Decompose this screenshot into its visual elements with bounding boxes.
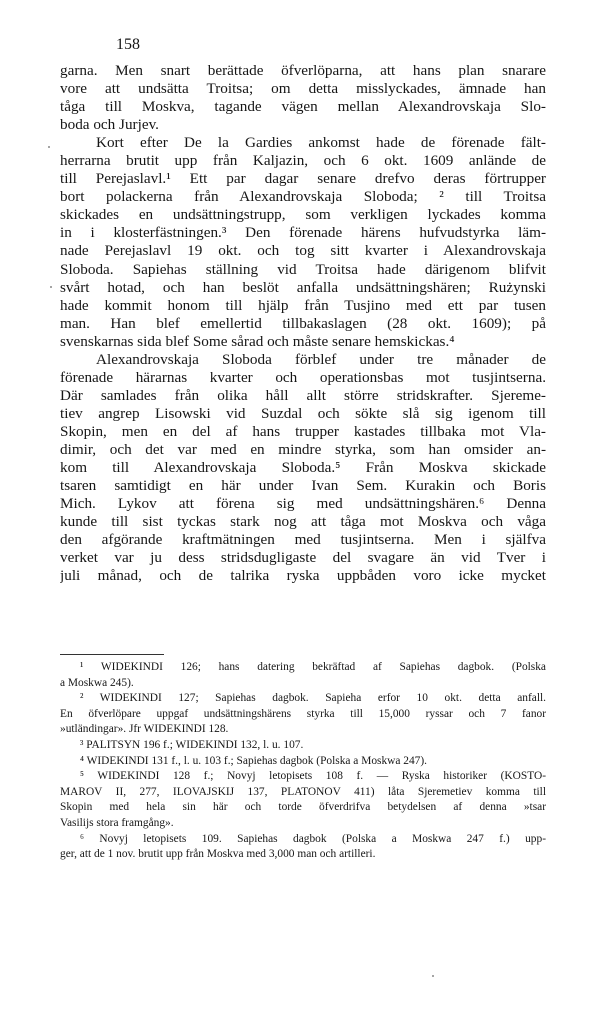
body-line: kom till Alexandrovskaja Sloboda.⁵ Från Moskva skickade — [60, 459, 546, 477]
body-line: Kort efter De la Gardies ankomst hade de förenade fält- — [96, 134, 546, 152]
body-line: Skopin, men en del af hans trupper kastades tillbaka mot Vla- — [60, 422, 546, 440]
body-line: Mich. Lykov att förena sig med undsättningshären.⁶ Denna — [60, 495, 546, 513]
body-line: boda och Jurjev. — [60, 116, 159, 134]
body-line: Där samlades från olika håll allt större stridskrafter. Sjereme- — [60, 386, 546, 404]
body-line: vore att undsätta Troitsa; om detta misslyckades, ämnade han — [60, 80, 546, 98]
footnote-line: ¹ WIDEKINDI 126; hans datering bekräftad af Sapiehas dagbok. (Polska — [80, 661, 546, 673]
body-line: skickades en undsättningstrupp, som verkligen lyckades komma — [60, 206, 546, 224]
body-line: tsaren samtidigt en här under Ivan Sem. Kurakin och Boris — [60, 477, 546, 495]
body-line: tiev angrep Lisowski vid Suzdal och sökte slå sig igenom till — [60, 404, 546, 422]
body-line: nade Perejaslavl 19 okt. och tog sitt kvarter i Alexandrovskaja — [60, 242, 546, 260]
footnote-line: »utländingar». Jfr WIDEKINDI 128. — [60, 723, 229, 736]
footnote-line: ⁶ Novyj letopisets 109. Sapiehas dagbok (Polska a Moskwa 247 f.) upp- — [80, 832, 546, 845]
footnote-line: ⁵ WIDEKINDI 128 f.; Novyj letopisets 108 f. — Ryska historiker (KOSTO- — [80, 770, 546, 783]
body-line: in i klosterfästningen.³ Den förenade härens hufvudstyrka läm- — [60, 224, 546, 242]
footnote-line: ² WIDEKINDI 127; Sapiehas dagbok. Sapieha erfor 10 okt. detta anfall. — [80, 692, 546, 705]
footnote-line: ger, att de 1 nov. brutit upp från Moskva med 3,000 man och artilleri. — [60, 848, 376, 861]
body-line: garna. Men snart berättade öfverlöparna, att hans plan snarare — [60, 62, 546, 79]
body-line: svenskarnas sida blef Some sårad och måste senare hemskickas.⁴ — [60, 332, 455, 350]
footnote-line: En öfverlöpare uppgaf undsättningshärens styrka till 15,000 ryssar och 7 fanor — [60, 707, 546, 720]
body-line: Sloboda. Sapiehas ställning vid Troitsa hade därigenom blifvit — [60, 260, 546, 278]
margin-speck — [432, 975, 434, 977]
footnote-line: a Moskwa 245). — [60, 676, 134, 689]
footnote-line: Vasilijs stora framgång». — [60, 816, 174, 829]
margin-speck — [48, 146, 50, 148]
footnotes — [60, 660, 546, 863]
footnote-line: Skopin med hela sin här och torde öfverdrifva betydelsen af denna »tsar — [60, 801, 546, 814]
body-line: förenade härarnas kvarter och operationsbas mot tusjintserna. — [60, 368, 546, 386]
page-number: 158 — [116, 36, 140, 53]
body-line: herrarna brutit upp från Kaljazin, och 6 okt. 1609 anlände de — [60, 152, 546, 170]
body-line: man. Han blef emellertid tillbakaslagen (28 okt. 1609); på — [60, 314, 546, 332]
footnote-line: ³ PALITSYN 196 f.; WIDEKINDI 132, l. u. 107. — [80, 738, 304, 751]
body-line: hade kommit honom till hjälp från Tusjino med ett par tusen — [60, 296, 546, 314]
body-line: verket var ju dess stridsdugligaste del svagare än vid Tver i — [60, 549, 546, 567]
margin-speck — [50, 286, 52, 288]
body-line: dimir, och det var med en mindre styrka, som han omsider an- — [60, 440, 546, 458]
body-line: Alexandrovskaja Sloboda förblef under tre månader de — [96, 350, 546, 368]
footnote-line: MAROV II, 277, ILOVAJSKIJ 137, PLATONOV 411) låta Sjeremetiev komma till — [60, 785, 546, 798]
body-line: kunde till sist tyckas stark nog att tåga mot Moskva och våga — [60, 513, 546, 531]
body-text — [60, 62, 546, 585]
body-line: bort polackerna från Alexandrovskaja Sloboda; ² till Troitsa — [60, 188, 546, 206]
body-line: till Perejaslavl.¹ Ett par dagar senare drefvo deras förtrupper — [60, 170, 546, 188]
body-line: svårt hotad, och han beslöt anfalla undsättningshären; Rużynski — [60, 278, 546, 296]
body-line: juli månad, och de talrika ryska uppbåden voro icke mycket — [60, 567, 546, 585]
footnote-divider — [60, 654, 164, 655]
footnote-line: ⁴ WIDEKINDI 131 f., l. u. 103 f.; Sapiehas dagbok (Polska a Moskwa 247). — [80, 754, 428, 767]
body-line: den afgörande kraftmätningen med tusjintserna. Men i själfva — [60, 531, 546, 549]
body-line: tåga till Moskva, tagande vägen mellan Alexandrovskaja Slo- — [60, 98, 546, 116]
